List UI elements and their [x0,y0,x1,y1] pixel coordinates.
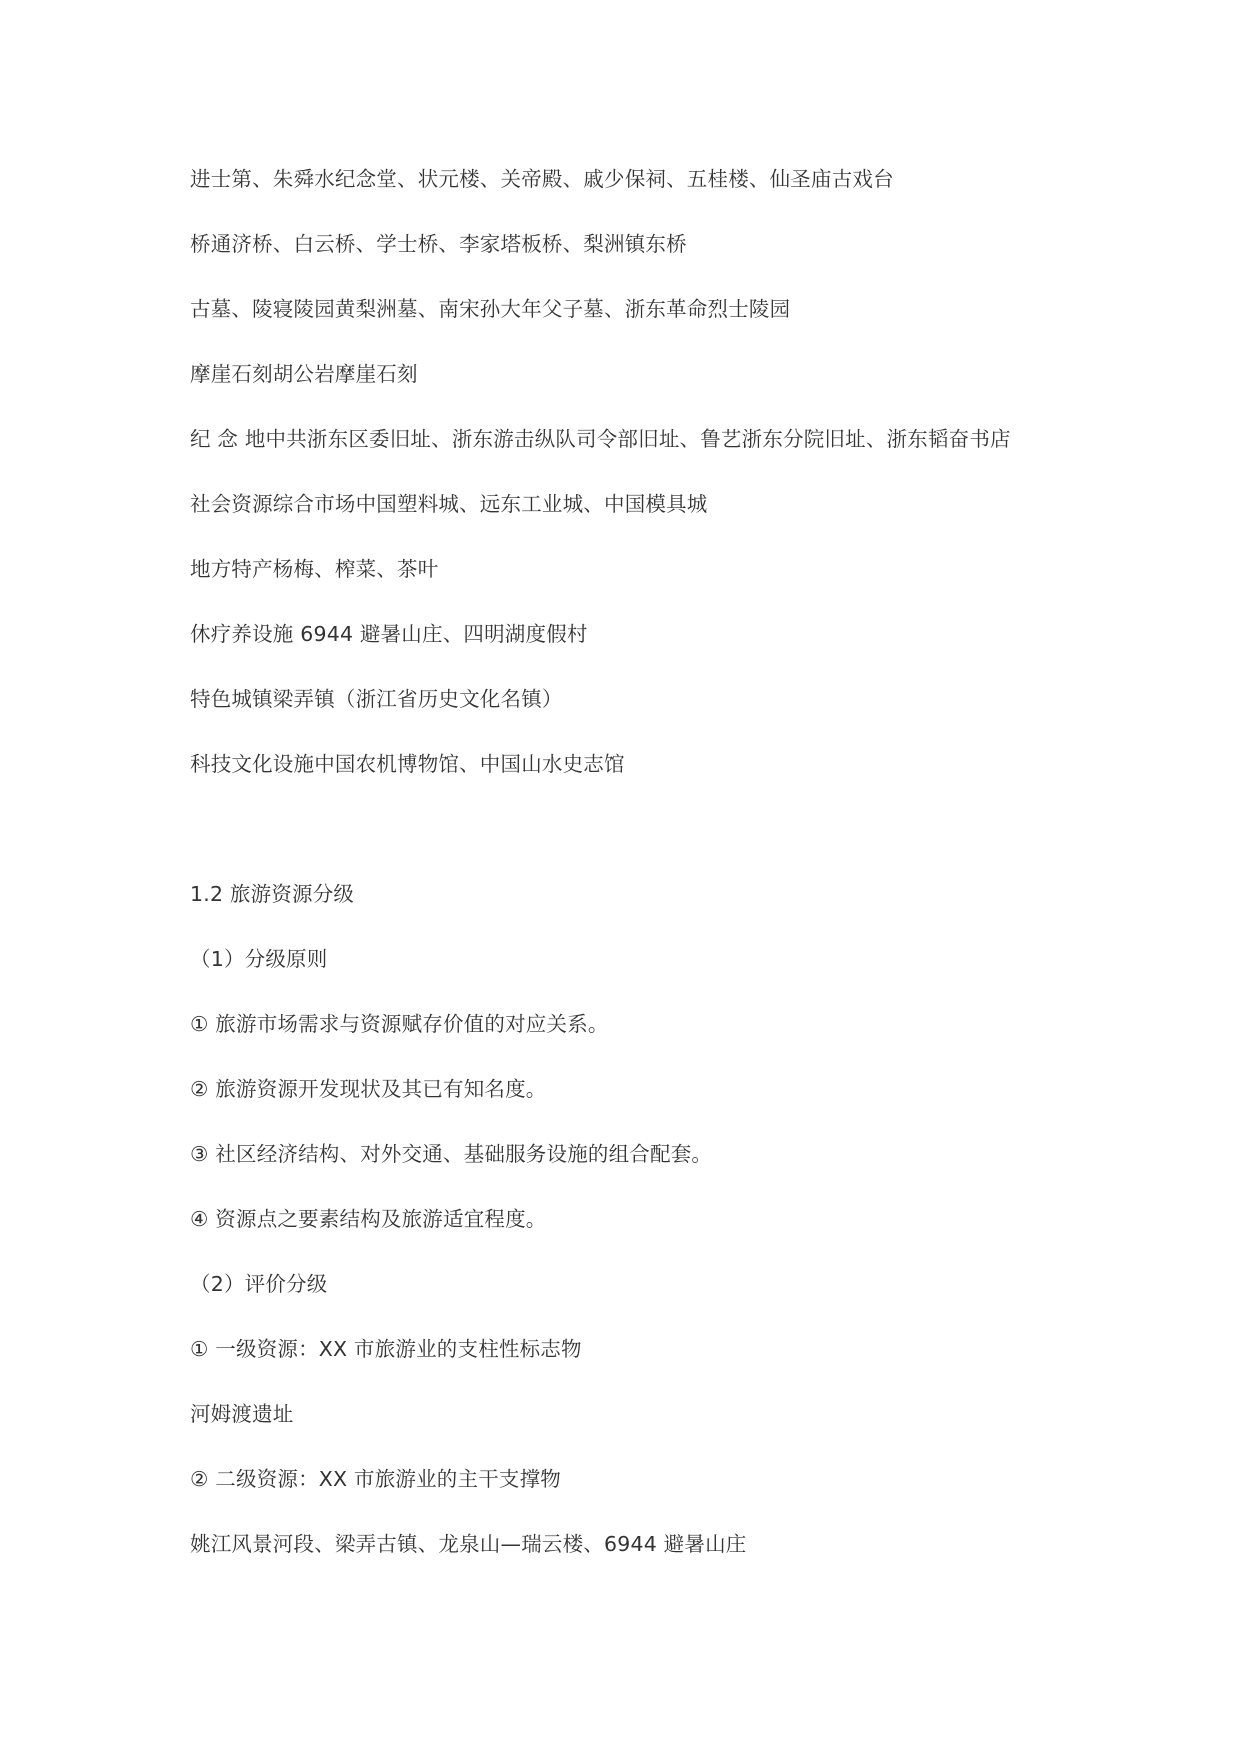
grade-2-resource-list: 姚江风景河段、梁弄古镇、龙泉山—瑞云楼、6944 避暑山庄 [190,1532,747,1556]
text-line-markets: 社会资源综合市场中国塑料城、远东工业城、中国模具城 [190,492,708,516]
text-line-culture-facilities: 科技文化设施中国农机博物馆、中国山水史志馆 [190,752,625,776]
text-line-heritage-buildings: 进士第、朱舜水纪念堂、状元楼、关帝殿、戚少保祠、五桂楼、仙圣庙古戏台 [190,167,894,191]
text-line-resorts: 休疗养设施 6944 避暑山庄、四明湖度假村 [190,622,588,646]
subheading-grading-principles: （1）分级原则 [190,947,328,971]
grade-item-2: ② 二级资源：XX 市旅游业的主干支撑物 [190,1467,561,1491]
text-line-bridges: 桥通济桥、白云桥、学士桥、李家塔板桥、梨洲镇东桥 [190,232,687,256]
text-line-memorial-sites: 纪 念 地中共浙东区委旧址、浙东游击纵队司令部旧址、鲁艺浙东分院旧址、浙东韬奋书店 [190,427,1011,451]
principle-item-1: ① 旅游市场需求与资源赋存价值的对应关系。 [190,1012,609,1036]
grade-item-1: ① 一级资源：XX 市旅游业的支柱性标志物 [190,1337,582,1361]
text-line-tombs: 古墓、陵寝陵园黄梨洲墓、南宋孙大年父子墓、浙东革命烈士陵园 [190,297,791,321]
section-heading-resource-grading: 1.2 旅游资源分级 [190,882,355,906]
principle-item-3: ③ 社区经济结构、对外交通、基础服务设施的组合配套。 [190,1142,713,1166]
grade-1-resource-list: 河姆渡遗址 [190,1402,294,1426]
principle-item-2: ② 旅游资源开发现状及其已有知名度。 [190,1077,547,1101]
text-line-local-specialties: 地方特产杨梅、榨菜、茶叶 [190,557,439,581]
principle-item-4: ④ 资源点之要素结构及旅游适宜程度。 [190,1207,547,1231]
text-line-featured-towns: 特色城镇梁弄镇（浙江省历史文化名镇） [190,687,563,711]
subheading-evaluation-grading: （2）评价分级 [190,1272,328,1296]
text-line-cliff-carvings: 摩崖石刻胡公岩摩崖石刻 [190,362,418,386]
